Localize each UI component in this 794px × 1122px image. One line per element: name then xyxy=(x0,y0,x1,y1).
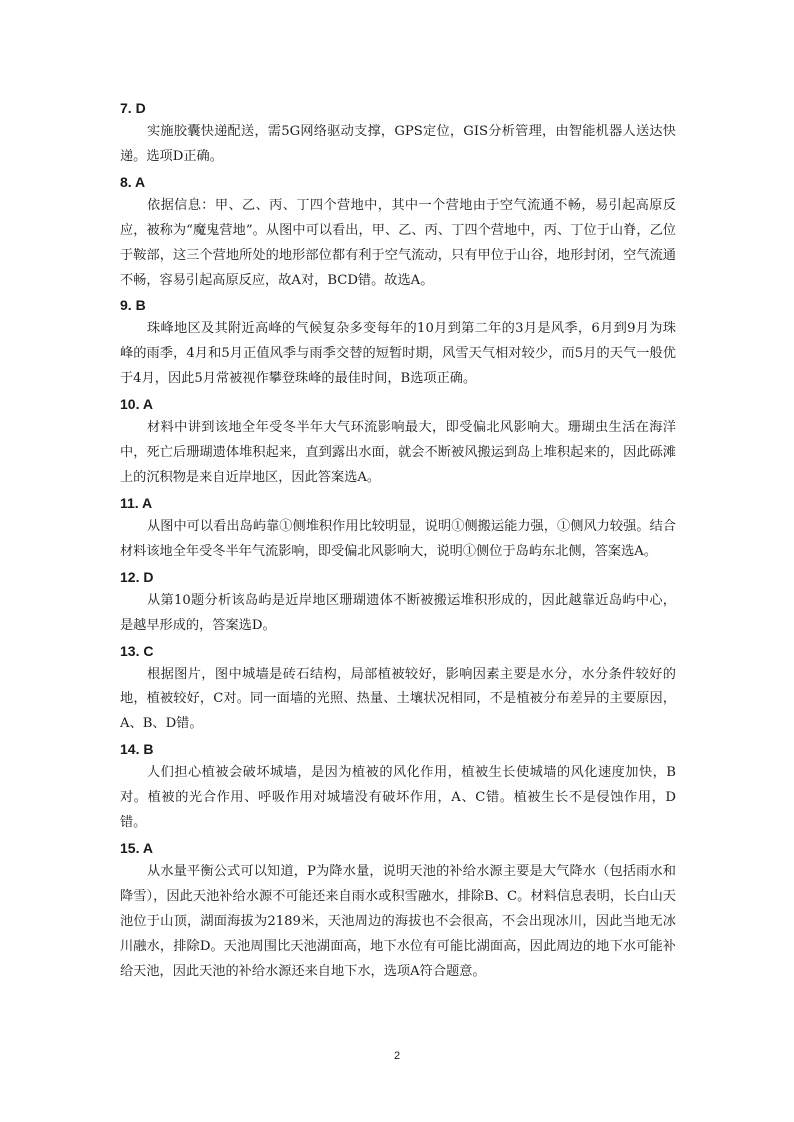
answer-item xyxy=(120,565,676,639)
answer-item xyxy=(120,170,676,294)
answer-item xyxy=(120,491,676,565)
page-number: 2 xyxy=(393,1050,401,1062)
answer-item xyxy=(120,836,676,985)
answer-item xyxy=(120,737,676,836)
question-label: 8. A xyxy=(120,173,146,190)
answer-explanation: 人们担心植被会破坏城墙，是因为植被的风化作用，植被生长使城墙的风化速度加快，B对。植被的光合作用、呼吸作用对城墙没有破坏作用，A、C错。植被生长不是侵蚀作用，D错。 xyxy=(120,765,676,831)
answer-item xyxy=(120,392,676,491)
answer-list xyxy=(120,96,676,984)
answer-explanation: 珠峰地区及其附近高峰的气候复杂多变每年的10月到第二年的3月是风季，6月到9月为珠峰的雨季，4月和5月正值风季与雨季交替的短暂时期，风雪天气相对较少，而5月的天气一般优于4月，因此5月常被视作攀登珠峰的最佳时间，B选项正确。 xyxy=(120,321,676,387)
answer-explanation: 依据信息：甲、乙、丙、丁四个营地中，其中一个营地由于空气流通不畅，易引起高原反应，被称为“魔鬼营地”。从图中可以看出，甲、乙、丙、丁四个营地中，丙、丁位于山脊，乙位于鞍部，这三个营地所处的地形部位都有利于空气流动，只有甲位于山谷，地形封闭，空气流通不畅，容易引起高原反应，故A对，BCD错。故选A。 xyxy=(120,197,676,288)
answer-item xyxy=(120,293,676,392)
answer-explanation: 从第10题分析该岛屿是近岸地区珊瑚遗体不断被搬运堆积形成的，因此越靠近岛屿中心，是越早形成的，答案选D。 xyxy=(120,592,676,633)
answer-explanation: 根据图片，图中城墙是砖石结构，局部植被较好，影响因素主要是水分，水分条件较好的地，植被较好，C对。同一面墙的光照、热量、土壤状况相同，不是植被分布差异的主要原因，A、B、D错。 xyxy=(120,666,676,732)
answer-explanation: 实施胶囊快递配送，需5G网络驱动支撑，GPS定位，GIS分析管理，由智能机器人送达快递。选项D正确。 xyxy=(120,124,676,164)
answer-explanation: 从水量平衡公式可以知道，P为降水量，说明天池的补给水源主要是大气降水（包括雨水和降雪），因此天池补给水源不可能还来自雨水或积雪融水，排除B、C。材料信息表明，长白山天池位于山顶，湖面海拔为2189米，天池周边的海拔也不会很高，不会出现冰川，因此当地无冰川融水，排除D。天池周围比天池湖面高，地下水位有可能比湖面高，因此周边的地下水可能补给天池，因此天池的补给水源还来自地下水，选项A符合题意。 xyxy=(120,863,676,979)
question-label: 11. A xyxy=(120,494,153,511)
question-label: 13. C xyxy=(120,642,154,659)
question-label: 15. A xyxy=(120,839,153,856)
question-label: 9. B xyxy=(120,297,146,314)
question-label: 14. B xyxy=(120,741,154,758)
answer-explanation: 从图中可以看出岛屿靠①侧堆积作用比较明显，说明①侧搬运能力强，①侧风力较强。结合材料该地全年受冬半年气流影响，即受偏北风影响大，说明①侧位于岛屿东北侧，答案选A。 xyxy=(120,518,676,559)
question-label: 7. D xyxy=(120,100,146,116)
question-label: 10. A xyxy=(120,396,153,413)
question-label: 12. D xyxy=(120,568,154,585)
answer-item xyxy=(120,639,676,738)
answer-explanation: 材料中讲到该地全年受冬半年大气环流影响最大，即受偏北风影响大。珊瑚虫生活在海洋中，死亡后珊瑚遗体堆积起来，直到露出水面，就会不断被风搬运到岛上堆积起来的，因此砾滩上的沉积物是来自近岸地区，因此答案选A。 xyxy=(120,420,676,485)
answer-item xyxy=(120,96,676,170)
